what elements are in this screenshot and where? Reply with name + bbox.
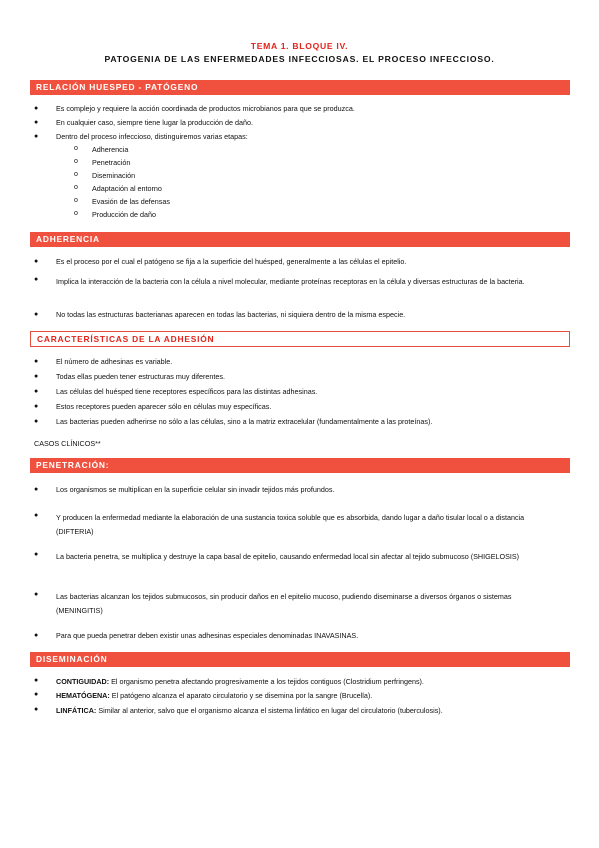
sub-list-item: o Adherencia <box>74 145 129 154</box>
sub-list-item: o Producción de daño <box>74 210 156 219</box>
list-item: ● Es el proceso por el cual el patógeno se fija a la superficie del huésped, generalmente a las células el epitelio. <box>34 257 407 266</box>
sub-list-item: o Evasión de las defensas <box>74 197 170 206</box>
bullet-icon: ● <box>34 418 39 425</box>
bullet-icon: ● <box>34 119 39 126</box>
bullet-icon: ● <box>34 591 39 598</box>
list-item: ● El número de adhesinas es variable. <box>34 357 173 366</box>
circle-bullet-icon: o <box>74 171 78 178</box>
bullet-icon: ● <box>34 388 39 395</box>
list-item: ● Las bacterias alcanzan los tejidos submucosos, sin producir daños en el epitelio mucoso, pudiendo diseminarse a diversos órganos o sistemas (MENINGITIS) <box>34 591 512 615</box>
sub-list-item: o Adaptación al entorno <box>74 184 162 193</box>
bullet-icon: ● <box>34 258 39 265</box>
section-heading-relacion: RELACIÓN HUESPED - PATÓGENO <box>30 80 570 95</box>
list-item: ● CONTIGUIDAD: El organismo penetra afectando progresivamente a los tejidos contiguos (Clostridium perfringens). <box>34 677 424 686</box>
circle-bullet-icon: o <box>74 145 78 152</box>
list-item: ● Las células del huésped tiene receptores específicos para las distintas adhesinas. <box>34 387 318 396</box>
list-item: ● Todas ellas pueden tener estructuras muy diferentes. <box>34 372 225 381</box>
list-item: ● Y producen la enfermedad mediante la elaboración de una sustancia toxica soluble que es absorbida, dando lugar a daño tisular local o a distancia (DIFTERIA) <box>34 512 525 536</box>
sub-list-item: o Penetración <box>74 158 131 167</box>
list-item: ● En cualquier caso, siempre tiene lugar la producción de daño. <box>34 118 253 127</box>
list-item: ● Las bacterias pueden adherirse no sólo a las células, sino a la matriz extracelular (fundamentalmente a las proteínas). <box>34 417 433 426</box>
list-item: ● LINFÁTICA: Similar al anterior, salvo que el organismo alcanza el sistema linfático en lugar del circulatorio (tuberculosis). <box>34 706 443 715</box>
section-heading-diseminacion: DISEMINACIÓN <box>30 652 570 667</box>
list-item: ● Para que pueda penetrar deben existir unas adhesinas especiales denominadas INAVASINAS. <box>34 631 359 640</box>
bullet-icon: ● <box>34 133 39 140</box>
circle-bullet-icon: o <box>74 184 78 191</box>
bullet-icon: ● <box>34 373 39 380</box>
bullet-icon: ● <box>34 632 39 639</box>
bullet-icon: ● <box>34 276 39 283</box>
bullet-icon: ● <box>34 403 39 410</box>
list-item: ● Implica la interacción de la bacteria con la célula a nivel molecular, mediante proteínas receptoras en la célula y diversas estructuras de la bacteria. <box>34 276 525 286</box>
circle-bullet-icon: o <box>74 197 78 204</box>
bullet-icon: ● <box>34 486 39 493</box>
list-item: ● HEMATÓGENA: El patógeno alcanza el aparato circulatorio y se disemina por la sangre (Brucella). <box>34 691 373 700</box>
sub-list-item: o Diseminación <box>74 171 136 180</box>
list-item: ● No todas las estructuras bacterianas aparecen en todas las bacterias, ni siquiera dentro de la misma especie. <box>34 310 406 319</box>
document-title: TEMA 1. BLOQUE IV. <box>250 41 349 51</box>
bullet-icon: ● <box>34 551 39 558</box>
circle-bullet-icon: o <box>74 210 78 217</box>
bullet-icon: ● <box>34 677 39 684</box>
bullet-icon: ● <box>34 691 39 698</box>
bullet-icon: ● <box>34 105 39 112</box>
list-item: ● Estos receptores pueden aparecer sólo en células muy específicas. <box>34 402 272 411</box>
document-subtitle: PATOGENIA DE LAS ENFERMEDADES INFECCIOSAS. EL PROCESO INFECCIOSO. <box>104 54 495 64</box>
list-item: ● Dentro del proceso infeccioso, distinguiremos varias etapas: <box>34 132 248 141</box>
bullet-icon: ● <box>34 311 39 318</box>
bullet-icon: ● <box>34 512 39 519</box>
section-heading-adherencia: ADHERENCIA <box>30 232 570 247</box>
list-item: ● Es complejo y requiere la acción coordinada de productos microbianos para que se produzca. <box>34 104 355 113</box>
list-item: ● Los organismos se multiplican en la superficie celular sin invadir tejidos más profundos. <box>34 485 335 494</box>
clinical-cases-note: CASOS CLÍNICOS** <box>34 439 101 448</box>
bullet-icon: ● <box>34 358 39 365</box>
section-heading-caracteristicas: CARACTERÍSTICAS DE LA ADHESIÓN <box>30 331 570 347</box>
bullet-icon: ● <box>34 706 39 713</box>
list-item: ● La bacteria penetra, se multiplica y destruye la capa basal de epitelio, causando enfermedad local sin afectar al tejido submucoso (SHIGELOSIS) <box>34 551 520 561</box>
section-heading-penetracion: PENETRACIÓN: <box>30 458 570 473</box>
circle-bullet-icon: o <box>74 158 78 165</box>
